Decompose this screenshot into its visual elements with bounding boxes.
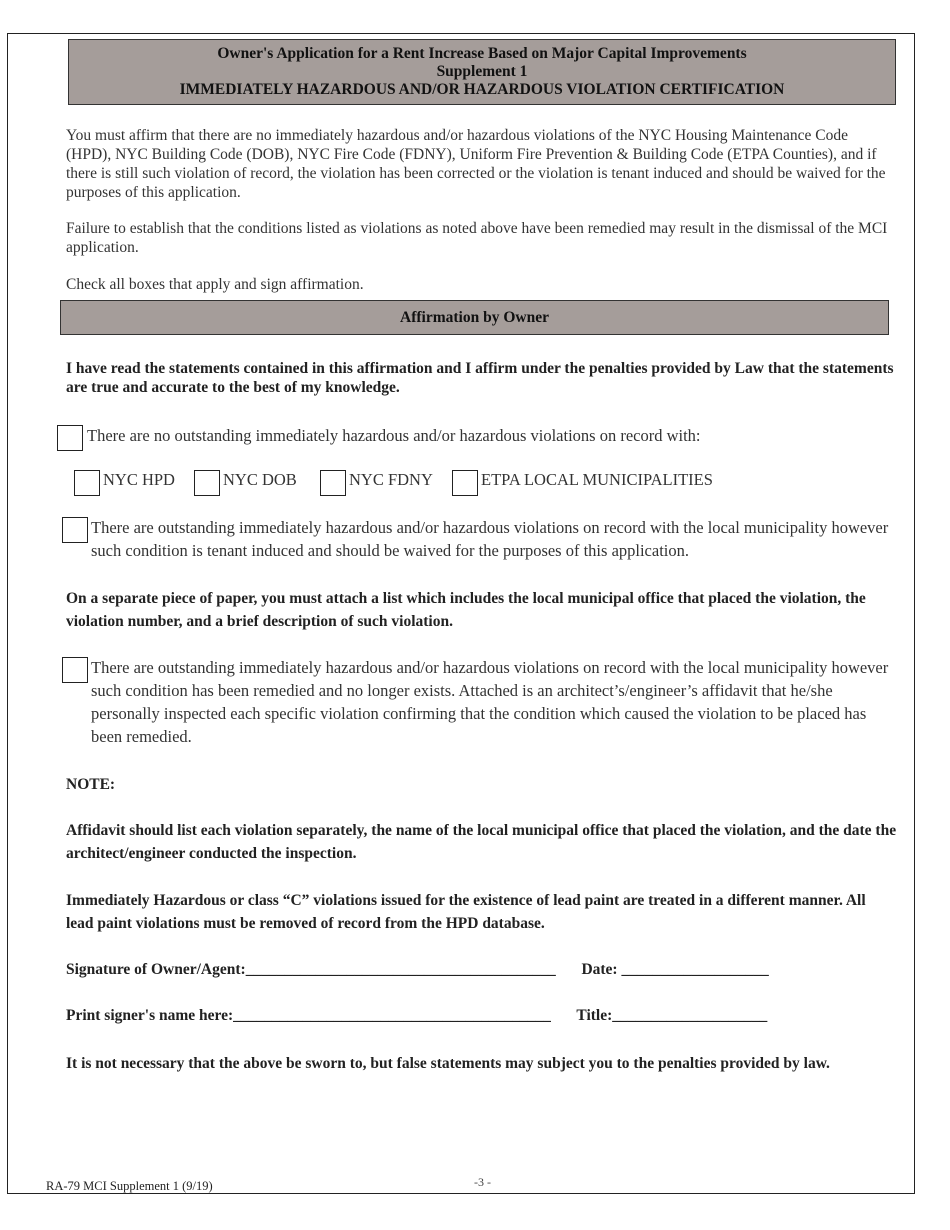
no-violations-label: There are no outstanding immediately hazardous and/or hazardous violations on record with: xyxy=(87,426,701,445)
no-violations-checkbox[interactable] xyxy=(57,425,83,451)
remedied-label: There are outstanding immediately hazardous and/or hazardous violations on record with the local municipality however such condition has been remedied and no longer exists. Attached is an architect’s/engineer’s affidavit that he/she personally inspected each specific violation confirming that the condition which caused the violation to be placed has been remedied. xyxy=(91,658,889,746)
form-title: Owner's Application for a Rent Increase Based on Major Capital Improvements xyxy=(217,45,747,62)
etpa-checkbox[interactable] xyxy=(452,470,478,496)
form-header xyxy=(68,39,896,105)
page-number: -3 - xyxy=(474,1175,491,1189)
affirmation-statement: I have read the statements contained in this affirmation and I affirm under the penalties provided by Law that the statements are true and accurate to the best of my knowledge. xyxy=(66,360,894,396)
date-field[interactable]: ___________________ xyxy=(621,961,769,978)
affirmation-header: Affirmation by Owner xyxy=(60,300,889,335)
intro-paragraph: You must affirm that there are no immediately hazardous and/or hazardous violations of the NYC Housing Maintenance Code (HPD), NYC Building Code (DOB), NYC Fire Code (FDNY), Uniform Fire Prevention & Building Code (ETPA Counties), and if there is still such violation of record, the violation has been corrected or the violation is tenant induced and should be waived for the purposes of this application. xyxy=(66,127,886,201)
remedied-checkbox[interactable] xyxy=(62,657,88,683)
etpa-label: ETPA LOCAL MUNICIPALITIES xyxy=(481,470,713,489)
lead-paint-note: Immediately Hazardous or class “C” violations issued for the existence of lead paint are treated in a different manner. All lead paint violations must be removed of record from the HPD database. xyxy=(66,892,866,932)
tenant-induced-checkbox[interactable] xyxy=(62,517,88,543)
nyc-fdny-checkbox[interactable] xyxy=(320,470,346,496)
nyc-hpd-checkbox[interactable] xyxy=(74,470,100,496)
form-subtitle: IMMEDIATELY HAZARDOUS AND/OR HAZARDOUS VIOLATION CERTIFICATION xyxy=(179,81,785,98)
failure-paragraph: Failure to establish that the conditions listed as violations as noted above have been remedied may result in the dismissal of the MCI application. xyxy=(66,220,888,256)
signature-row xyxy=(66,961,769,979)
date-label: Date: xyxy=(581,961,622,978)
note-label: NOTE: xyxy=(66,776,116,793)
tenant-induced-label: There are outstanding immediately hazardous and/or hazardous violations on record with the local municipality however such condition is tenant induced and should be waived for the purposes of this application. xyxy=(91,518,889,560)
title-label: Title: xyxy=(576,1007,613,1024)
instruction-paragraph: Check all boxes that apply and sign affirmation. xyxy=(66,276,364,293)
signature-label: Signature of Owner/Agent: xyxy=(66,961,246,978)
signature-field[interactable]: ________________________________________ xyxy=(245,961,556,978)
signer-name-field[interactable]: _________________________________________ xyxy=(233,1007,551,1024)
title-field[interactable]: ____________________ xyxy=(612,1007,768,1024)
disclaimer: It is not necessary that the above be sworn to, but false statements may subject you to the penalties provided by law. xyxy=(66,1055,830,1072)
signer-name-label: Print signer's name here: xyxy=(66,1007,234,1024)
nyc-dob-checkbox[interactable] xyxy=(194,470,220,496)
form-supplement: Supplement 1 xyxy=(436,63,528,80)
attach-list-note: On a separate piece of paper, you must attach a list which includes the local municipal office that placed the violation, the violation number, and a brief description of such violation. xyxy=(66,590,866,630)
nyc-hpd-label: NYC HPD xyxy=(103,470,175,489)
signer-name-row xyxy=(66,1007,767,1025)
nyc-dob-label: NYC DOB xyxy=(223,470,297,489)
affidavit-note: Affidavit should list each violation separately, the name of the local municipal office that placed the violation, and the date the architect/engineer conducted the inspection. xyxy=(66,822,897,862)
nyc-fdny-label: NYC FDNY xyxy=(349,470,433,489)
form-id: RA-79 MCI Supplement 1 (9/19) xyxy=(46,1179,213,1193)
